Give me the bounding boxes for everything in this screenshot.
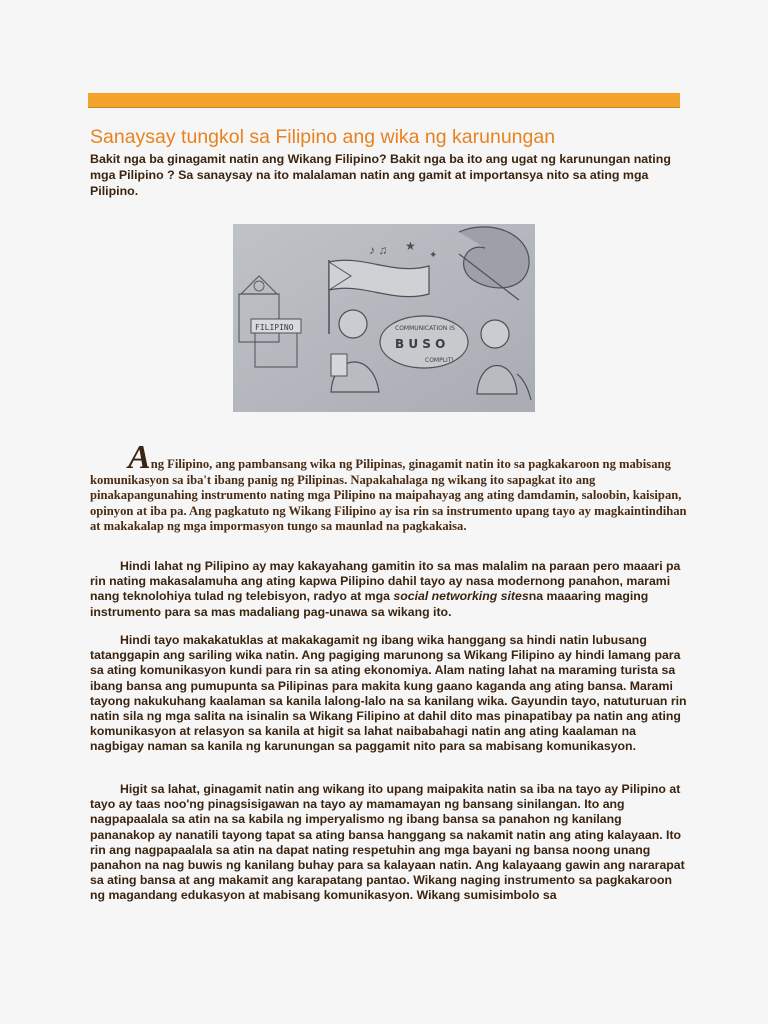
building-label: FILIPINO xyxy=(255,323,294,332)
paragraph-2 xyxy=(90,559,688,620)
drop-cap: A xyxy=(128,439,151,476)
paragraph-2-emphasis: social networking sites xyxy=(393,589,529,604)
paragraph-4: Higit sa lahat, ginagamit natin ang wikang ito upang maipakita natin sa iba na tayo ay Pilipino at tayo ay taas noo'ng pinagsisigawan na tayo ay mamamayan ng bansang sinilangan. Ito ang nagpapaalala sa atin na sa kabila ng imperyalismo ng ibang bansa sa panahon ng kanilang pananakop ay nanatili tayong tapat sa ating bansa hanggang sa nakamit natin ang ating kalayaan. Ito rin ang nagpapaalala sa atin na dapat nating respetuhin ang mga bayani ng bansa noong unang panahon na nag buwis ng kanilang buhay para sa kalayaan natin. Ang kalayaang gawin ang nararapat sa ating bansa at ang makamit ang karapatang pantao. Wikang naging instrumento sa pagkakaroon ng magandang edukasyon at mabisang komunikasyon. Wikang sumisimbolo sa xyxy=(90,782,685,903)
svg-text:✦: ✦ xyxy=(429,250,438,261)
sign-label: COMMUNICATION IS xyxy=(395,325,455,332)
drawing-svg xyxy=(233,224,535,412)
pencil-drawing-illustration xyxy=(233,224,535,412)
paragraph-2-after: na maaaring maging instrumento para sa mas madaliang pag-unawa sa wikang ito. xyxy=(90,589,649,619)
paragraph-2-before: Hindi lahat ng Pilipino ay may kakayahang gamitin ito sa mas malalim na paraan pero maaari pa rin nating makasalamuha ang ating kapwa Pilipino dahil tayo ay nasa modernong panahon, marami nang teknolohiya tulad ng telebisyon, radyo at mga xyxy=(90,559,681,604)
paragraph-1-first-line xyxy=(90,439,688,476)
header-accent-bar xyxy=(88,93,680,108)
sign-letters: B U S O xyxy=(395,337,446,351)
svg-text:♪ ♫: ♪ ♫ xyxy=(369,243,388,257)
intro-paragraph: Bakit nga ba ginagamit natin ang Wikang Filipino? Bakit nga ba ito ang ugat ng karunungan nating mga Pilipino ? Sa sanaysay na ito malalaman natin ang gamit at importansya nito sa ating mga Pilipino. xyxy=(90,152,671,198)
paragraph-1-first-line-text: ng Filipino, ang pambansang wika ng Pilipinas, ginagamit natin ito sa pagkakaroon ng mabisang xyxy=(150,457,671,471)
document-title: Sanaysay tungkol sa Filipino ang wika ng karunungan xyxy=(90,126,556,148)
paragraph-3: Hindi tayo makakatuklas at makakagamit ng ibang wika hanggang sa hindi natin lubusang tatanggapin ang sariling wika natin. Ang pagiging marunong sa Wikang Filipino ay hindi lamang para sa ating komunikasyon kundi para rin sa ating ekonomiya. Alam nating lahat na maraming turista sa ibang bansa ang pumupunta sa Pilipinas para makita kung gaano kaganda ang ating bansa. Marami tayong nakukuhang kaalaman sa kanila lalong-lalo na sa kanilang wika. Gayundin tayo, natuturuan rin natin sila ng mga salita na isinalin sa Wikang Filipino at dahil dito mas pinapatibay pa natin ang ating komunikasyon at relasyon sa kanila at higit sa lahat naibabahagi natin ang ating kaalaman na nagbigay naman sa kanila ng karunungan sa paggamit nito para sa mabisang komunikasyon. xyxy=(90,633,687,754)
sign-bottom: COMPLIT! xyxy=(425,357,454,364)
paragraph-1-body: komunikasyon sa iba't ibang panig ng Pilipinas. Napakahalaga ng wikang ito sapagkat ito ang pinakapangunahing instrumento nating mga Pilipino na maipahayag ang ating damdamin, saloobin, kaisipan, opinyon at iba pa. Ang pagkatuto ng Wikang Filipino ay isa rin sa instrumento upang tayo ay magkaintindihan at makakalap ng mga impormasyon tungo sa maunlad na pagkakaisa. xyxy=(90,472,687,534)
paragraph-1 xyxy=(90,439,688,535)
svg-text:★: ★ xyxy=(405,239,416,253)
